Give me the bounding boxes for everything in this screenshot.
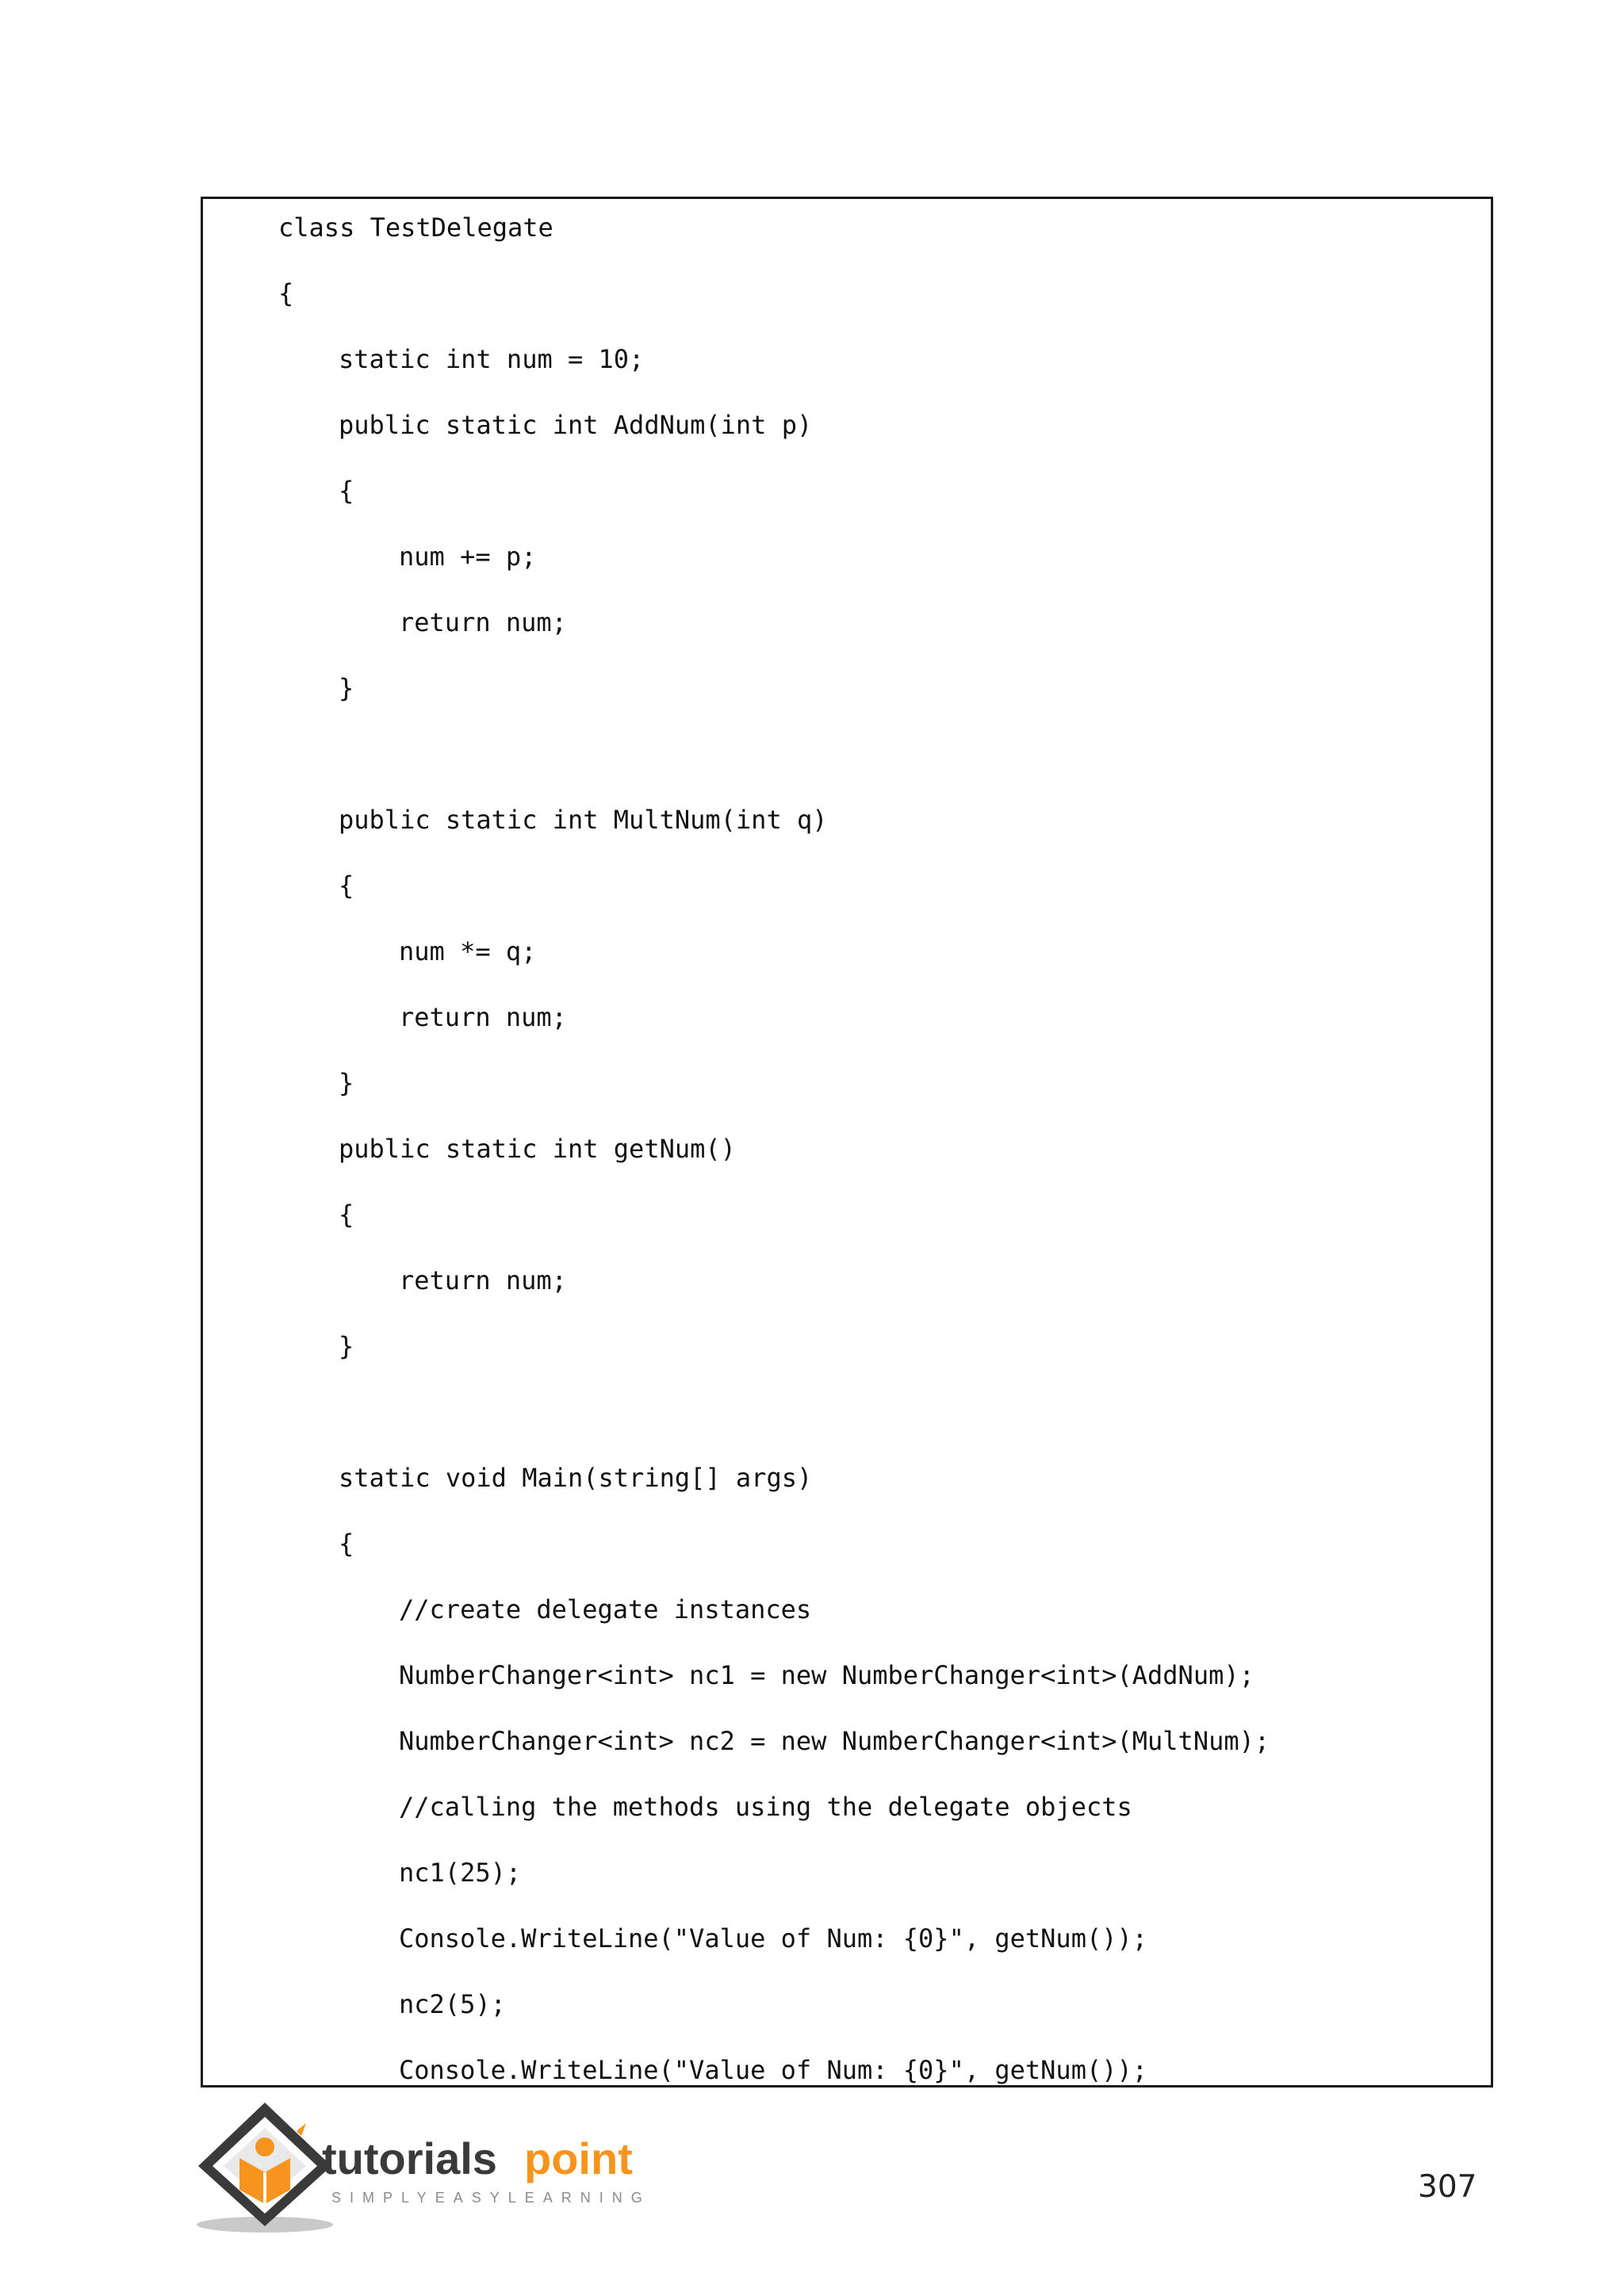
code-line: //calling the methods using the delegate objects: [399, 1792, 1132, 1822]
code-line: {: [339, 476, 354, 506]
logo-word-tutorials: tutorials: [322, 2133, 497, 2183]
code-line: static int num = 10;: [339, 344, 645, 374]
logo-graphic: [195, 2099, 655, 2234]
tutorialspoint-logo: [195, 2099, 655, 2234]
logo-spark: [297, 2123, 306, 2136]
code-line: }: [339, 1068, 354, 1098]
code-line: Console.WriteLine("Value of Num: {0}", getNum());: [399, 1923, 1148, 1954]
code-line: Console.WriteLine("Value of Num: {0}", getNum());: [399, 2055, 1148, 2085]
page-number: 307: [1418, 2169, 1477, 2205]
code-line: nc1(25);: [399, 1858, 522, 1888]
code-line: nc2(5);: [399, 1989, 506, 2019]
code-line: NumberChanger<int> nc2 = new NumberChanger<int>(MultNum);: [399, 1726, 1270, 1756]
code-line: {: [339, 871, 354, 901]
code-line: return num;: [399, 1002, 567, 1032]
code-line: public static int AddNum(int p): [339, 410, 813, 440]
code-line: public static int getNum(): [339, 1134, 736, 1164]
code-line: num *= q;: [399, 936, 537, 966]
logo-person-head: [255, 2137, 274, 2156]
code-line: class TestDelegate: [278, 212, 553, 243]
code-line: return num;: [399, 1265, 567, 1295]
code-line: public static int MultNum(int q): [339, 805, 828, 835]
logo-tagline: SIMPLYEASYLEARNING: [331, 2190, 651, 2206]
code-listing: [201, 197, 1493, 2087]
code-line: {: [339, 1200, 354, 1230]
code-line: num += p;: [399, 541, 537, 572]
code-line: NumberChanger<int> nc1 = new NumberChanger<int>(AddNum);: [399, 1660, 1254, 1690]
logo-word-point: point: [524, 2133, 633, 2183]
code-line: return num;: [399, 607, 567, 637]
code-line: }: [339, 1331, 354, 1361]
code-line: {: [278, 278, 294, 308]
code-line: }: [339, 673, 354, 703]
code-line: //create delegate instances: [399, 1594, 812, 1624]
code-line: {: [339, 1529, 354, 1559]
code-line: static void Main(string[] args): [339, 1463, 813, 1493]
